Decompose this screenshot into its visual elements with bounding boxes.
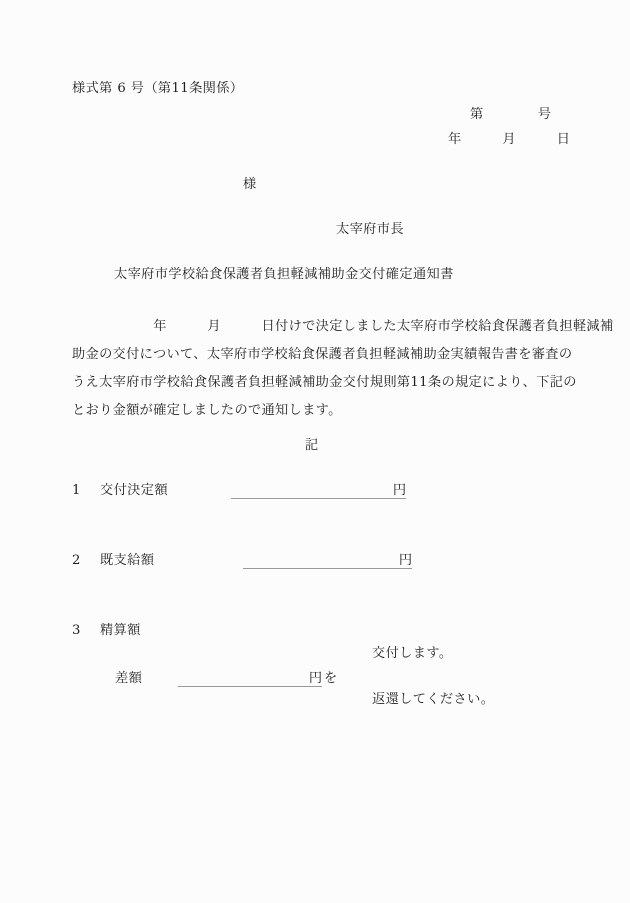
item-number-3: 3 — [72, 623, 81, 638]
document-date-field: 年 月 日 — [448, 132, 571, 147]
amount-field-already-paid[interactable]: 円 — [243, 554, 412, 569]
body-paragraph-line: とおり金額が確定しましたので通知します。 — [72, 403, 342, 418]
item-number-1: 1 — [72, 483, 81, 498]
body-paragraph-line: 助金の交付について、太宰府市学校給食保護者負担軽減補助金実績報告書を審査の — [72, 347, 573, 362]
body-paragraph-line: うえ太宰府市学校給食保護者負担軽減補助金交付規則第11条の規定により、下記の — [72, 375, 577, 390]
addressee-honorific: 様 — [243, 177, 257, 192]
item-label-grant-decision-amount: 交付決定額 — [100, 483, 168, 498]
amount-field-difference[interactable]: 円 — [178, 672, 322, 687]
document-number-field: 第 号 — [470, 107, 552, 122]
ki-section-mark: 記 — [305, 438, 319, 453]
item-number-2: 2 — [72, 553, 81, 568]
difference-particle: を — [324, 671, 338, 686]
return-statement: 返還してください。 — [372, 692, 495, 707]
item-label-already-paid-amount: 既支給額 — [100, 553, 155, 568]
body-paragraph-line: 年 月 日付けで決定しました太宰府市学校給食保護者負担軽減補 — [72, 319, 614, 334]
grant-statement: 交付します。 — [372, 646, 453, 661]
item-label-settlement-amount: 精算額 — [100, 623, 141, 638]
amount-field-grant-decision[interactable]: 円 — [231, 484, 406, 499]
page-title: 太宰府市学校給食保護者負担軽減補助金交付確定通知書 — [114, 267, 454, 282]
form-number: 様式第 6 号（第11条関係） — [72, 81, 244, 96]
difference-label: 差額 — [115, 671, 143, 686]
issuer-name: 太宰府市長 — [336, 222, 404, 237]
